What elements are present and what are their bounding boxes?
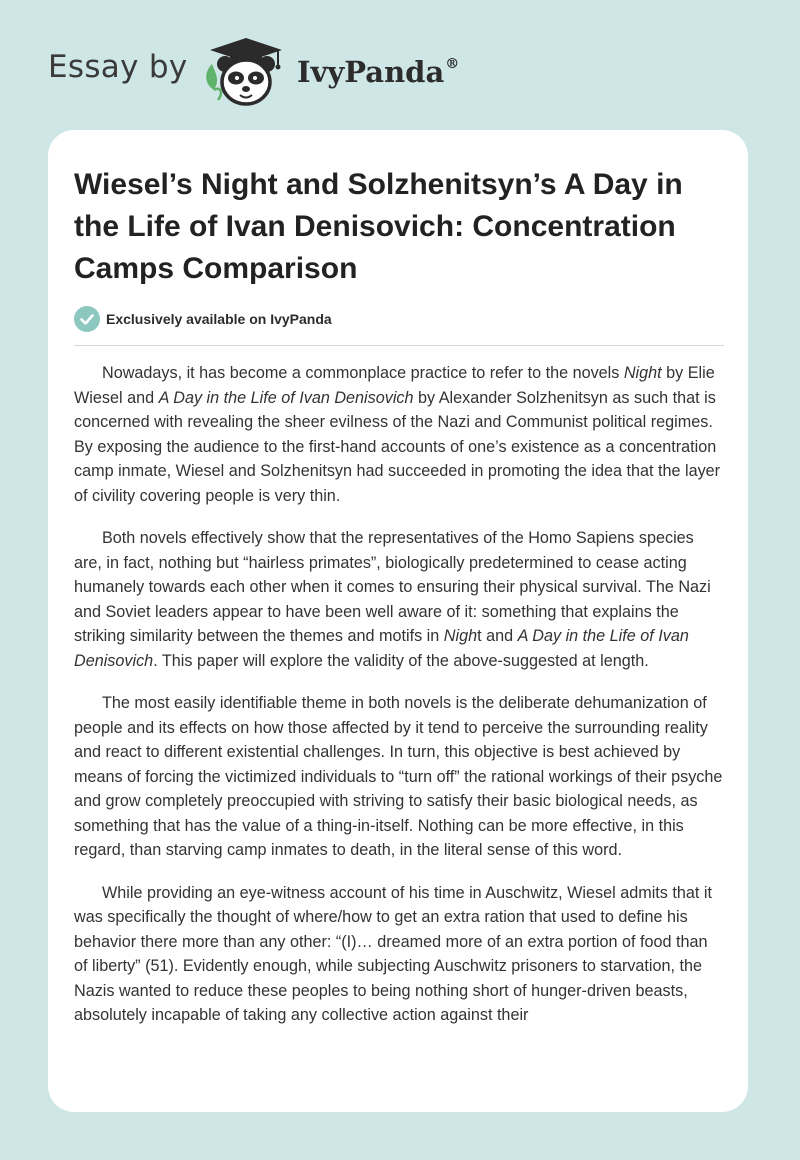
essay-paragraph (74, 526, 724, 673)
site-header (0, 0, 800, 130)
essay-paragraph (74, 361, 724, 508)
title-divider (74, 345, 724, 346)
italic-title-run: A Day in the Life of Ivan Denisovich (74, 627, 689, 670)
check-circle-icon (74, 306, 100, 332)
text-run: by Elie Wiesel and (74, 364, 715, 407)
essay-paragraph (74, 691, 724, 863)
registered-mark: ® (445, 56, 460, 72)
italic-title-run: Night (623, 364, 662, 382)
essay-paragraph (74, 881, 724, 1028)
italic-title-run: Nigh (443, 627, 478, 645)
text-run: . This paper will explore the validity of the above-suggested at length. (153, 651, 649, 670)
exclusive-badge-text: Exclusively available on IvyPanda (106, 311, 332, 327)
text-run: Both novels effectively show that the representatives of the Homo Sapiens species are, in fact, nothing but “hairless primates”, biologically predetermined to cease acting humanely towards each other when it comes to ensuring their physical survival. The Nazi and Soviet leaders appear to have been well aware of it: something that explains the striking similarity between the themes and motifs in (74, 529, 711, 645)
text-run: The most easily identifiable theme in both novels is the deliberate dehumanization of people and its effects on how those affected by it tend to perceive the surrounding reality and react to different existential challenges. In turn, this objective is best achieved by means of forcing the victimized individuals to “turn off” the rational workings of their psyche and grow completely preoccupied with striving to satisfy their basic biological needs, as something that has the value of a thing-in-itself. Nothing can be more effective, in this regard, than starving camp inmates to death, in the literal sense of this word. (74, 694, 723, 859)
text-run: Nowadays, it has become a commonplace practice to refer to the novels (102, 364, 624, 382)
essay-body (74, 361, 724, 1046)
text-run: While providing an eye-witness account of his time in Auschwitz, Wiesel admits that it was specifically the thought of where/how to get an extra ration that used to define his behavior there more than any other: “(I)… dreamed more of an extra portion of food than of liberty” (51). Evidently enough, while subjecting Auschwitz prisoners to starvation, the Nazis wanted to reduce these peoples to being nothing short of hunger-driven beasts, absolutely incapable of taking any collective action against their (74, 883, 712, 1024)
brand-name[interactable]: IvyPanda® (297, 55, 460, 89)
italic-title-run: A Day in the Life of Ivan Denisovich (158, 388, 414, 407)
essay-by-label: Essay by (48, 49, 188, 85)
essay-title: Wiesel’s Night and Solzhenitsyn’s A Day in the Life of Ivan Denisovich: Concentration Camps Comparison (74, 168, 683, 285)
panda-graduate-icon (200, 34, 292, 108)
text-run: t and (477, 627, 518, 645)
text-run: by Alexander Solzhenitsyn as such that is concerned with revealing the sheer evilness of the Nazi and Communist political regimes. By exposing the audience to the first-hand accounts of one’s existence as a concentration camp inmate, Wiesel and Solzhenitsyn had succeeded in promoting the idea that the layer of civility covering people is very thin. (74, 388, 721, 505)
essay-card (48, 130, 748, 1112)
